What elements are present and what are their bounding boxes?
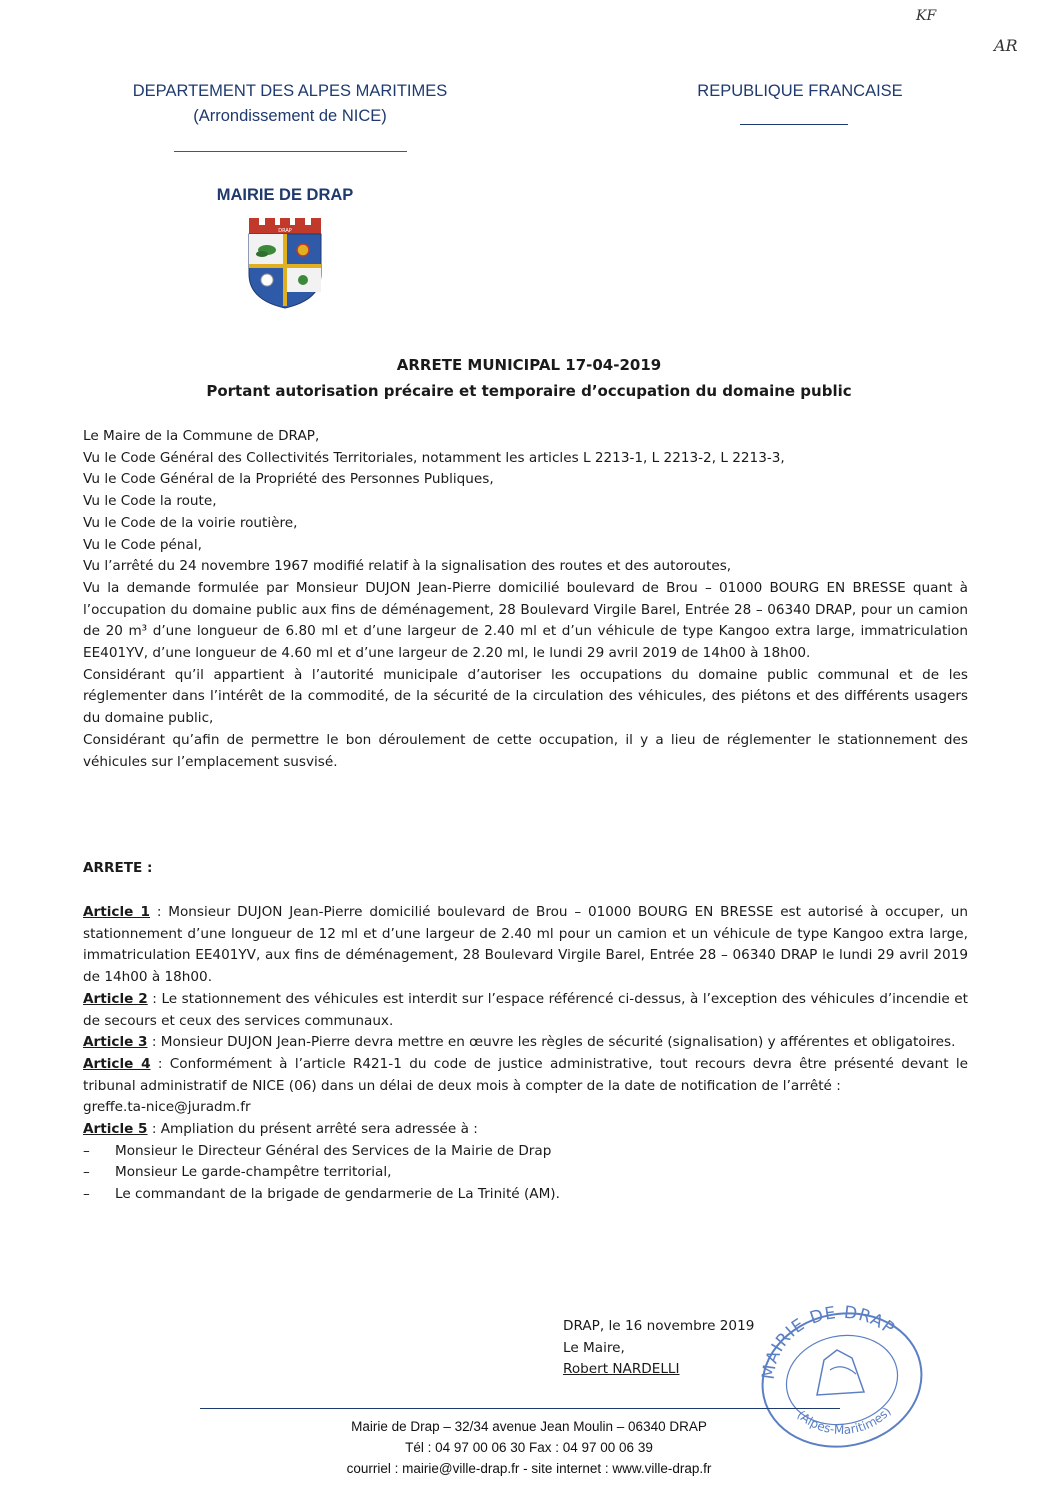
footer-contact: courriel : mairie@ville-drap.fr - site internet : www.ville-drap.fr — [346, 1461, 712, 1476]
article-text: Monsieur DUJON Jean-Pierre devra mettre en œuvre les règles de sécurité (signalisation) y afférentes et obligatoires. — [160, 1034, 956, 1051]
preamble-line: Le Maire de la Commune de DRAP, — [83, 428, 320, 444]
signature-name: Robert NARDELLI — [563, 1361, 680, 1377]
footer-divider — [200, 1408, 840, 1409]
preamble — [83, 426, 968, 773]
preamble-line: Considérant qu’afin de permettre le bon déroulement de cette occupation, il y a lieu de réglementer le stationnement des véhicules sur l’emplacement susvisé. — [83, 731, 968, 770]
signature-block — [563, 1316, 754, 1381]
preamble-line: Vu le Code pénal, — [83, 536, 202, 553]
preamble-line: Vu l’arrêté du 24 novembre 1967 modifié relatif à la signalisation des routes et des autoroutes, — [83, 558, 732, 575]
preamble-line: Vu la demande formulée par Monsieur DUJON Jean-Pierre domicilié boulevard de Brou – 01000 BOURG EN BRESSE quant à l’occupation du domaine public aux fins de déménagement, 28 Boulevard Virgile Barel, Entrée 28 – 06340 DRAP, pour un camion de 20 m³ d’une longueur de 6.80 ml et d’une largeur de 2.40 ml et d’un véhicule de type Kangoo extra large, immatriculation EE401YV, d’une longueur de 4.60 ml et d’une largeur de 2.20 ml, le lundi 29 avril 2019 de 14h00 à 18h00. — [83, 579, 968, 662]
signature-role: Le Maire, — [563, 1339, 625, 1356]
republic-name: REPUBLIQUE FRANCAISE — [697, 82, 903, 100]
article-text: Le stationnement des véhicules est interdit sur l’espace référencé ci-dessus, à l’exception des véhicules d’incendie et de secours et ceux des services communaux. — [83, 990, 968, 1029]
handwritten-initials-kf: KF — [916, 8, 937, 24]
footer — [0, 1416, 1058, 1479]
footer-address: Mairie de Drap – 32/34 avenue Jean Moulin – 06340 DRAP — [351, 1419, 707, 1434]
signature-place-date: DRAP, le 16 novembre 2019 — [563, 1318, 755, 1334]
coat-of-arms-logo — [245, 218, 325, 310]
arrete-label: ARRETE : — [83, 860, 153, 876]
articles — [83, 902, 968, 1206]
article-2: Article 2 : Le stationnement des véhicules est interdit sur l’espace référencé ci-dessus, à l’exception des véhicules d’incendie et de secours et ceux des services communaux. — [83, 990, 968, 1029]
article-label: Article 2 — [83, 990, 148, 1007]
article-label: Article 5 — [83, 1121, 148, 1138]
article-5: Article 5 : Ampliation du présent arrêté sera adressée à : — [83, 1121, 478, 1138]
decree-title: ARRETE MUNICIPAL 17-04-2019 — [396, 356, 662, 374]
arrondissement: (Arrondissement de NICE) — [193, 107, 387, 125]
header-divider-right — [740, 124, 848, 125]
preamble-line: Vu le Code Général de la Propriété des Personnes Publiques, — [83, 471, 494, 488]
recipient-item: – Monsieur Le garde-champêtre territorial, — [83, 1164, 392, 1181]
article-text: Conformément à l’article R421-1 du code de justice administrative, tout recours devra être présenté devant le tribunal administratif de NICE (06) dans un délai de deux mois à compter de la date de notification de l’arrêté : — [83, 1055, 968, 1094]
article-1: Article 1 : Monsieur DUJON Jean-Pierre domicilié boulevard de Brou – 01000 BOURG EN BRESSE est autorisé à occuper, un stationnement d’une longueur de 12 ml et d’une largeur de 2.40 ml pour un camion et un véhicule de type Kangoo extra large, immatriculation EE401YV, aux fins de déménagement, 28 Boulevard Virgile Barel, Entrée 28 – 06340 DRAP le lundi 29 avril 2019 de 14h00 à 18h00. — [83, 904, 968, 986]
header-divider-left — [174, 151, 407, 152]
recipient-item: – Le commandant de la brigade de gendarmerie de La Trinité (AM). — [83, 1186, 560, 1203]
article-label: Article 1 — [83, 904, 151, 920]
article-text: Monsieur DUJON Jean-Pierre domicilié boulevard de Brou – 01000 BOURG EN BRESSE est autorisé à occuper, un stationnement d’une longueur de 12 ml et d’une largeur de 2.40 ml pour un camion et un véhicule de type Kangoo extra large, immatriculation EE401YV, aux fins de déménagement, 28 Boulevard Virgile Barel, Entrée 28 – 06340 DRAP le lundi 29 avril 2019 de 14h00 à 18h00. — [83, 904, 968, 986]
article-text: Ampliation du présent arrêté sera adressée à : — [160, 1121, 478, 1138]
department-name: DEPARTEMENT DES ALPES MARITIMES — [132, 82, 448, 100]
article-label: Article 3 — [83, 1034, 148, 1051]
footer-phone: Tél : 04 97 00 06 30 Fax : 04 97 00 06 39 — [405, 1440, 653, 1455]
article-label: Article 4 — [83, 1055, 151, 1072]
preamble-line: Vu le Code de la voirie routière, — [83, 514, 298, 531]
svg-text:MAIRIE DE DRAP: MAIRIE DE DRAP — [758, 1302, 899, 1381]
tribunal-email: greffe.ta-nice@juradm.fr — [83, 1099, 251, 1116]
preamble-line: Vu le Code la route, — [83, 493, 217, 510]
article-4: Article 4 : Conformément à l’article R421-1 du code de justice administrative, tout recours devra être présenté devant le tribunal administratif de NICE (06) dans un délai de deux mois à compter de la date de notification de l’arrêté : — [83, 1055, 968, 1094]
preamble-line: Vu le Code Général des Collectivités Territoriales, notamment les articles L 2213-1, L 2213-2, L 2213-3, — [83, 449, 785, 466]
preamble-line: Considérant qu’il appartient à l’autorité municipale d’autoriser les occupations du domaine public communal et de les réglementer dans l’intérêt de la commodité, de la sécurité de la circulation des véhicules, des piétons et des différents usagers du domaine public, — [83, 666, 968, 727]
svg-text:DRAP: DRAP — [278, 228, 292, 234]
article-3: Article 3 : Monsieur DUJON Jean-Pierre devra mettre en œuvre les règles de sécurité (signalisation) y afférentes et obligatoires. — [83, 1034, 956, 1051]
handwritten-initials-ar: AR — [994, 36, 1018, 55]
mairie-name: MAIRIE DE DRAP — [216, 186, 354, 204]
recipient-item: – Monsieur le Directeur Général des Services de la Mairie de Drap — [83, 1142, 552, 1159]
svg-text:(Alpes-Maritimes): (Alpes-Maritimes) — [794, 1404, 894, 1438]
decree-subtitle: Portant autorisation précaire et temporaire d’occupation du domaine public — [206, 382, 852, 400]
